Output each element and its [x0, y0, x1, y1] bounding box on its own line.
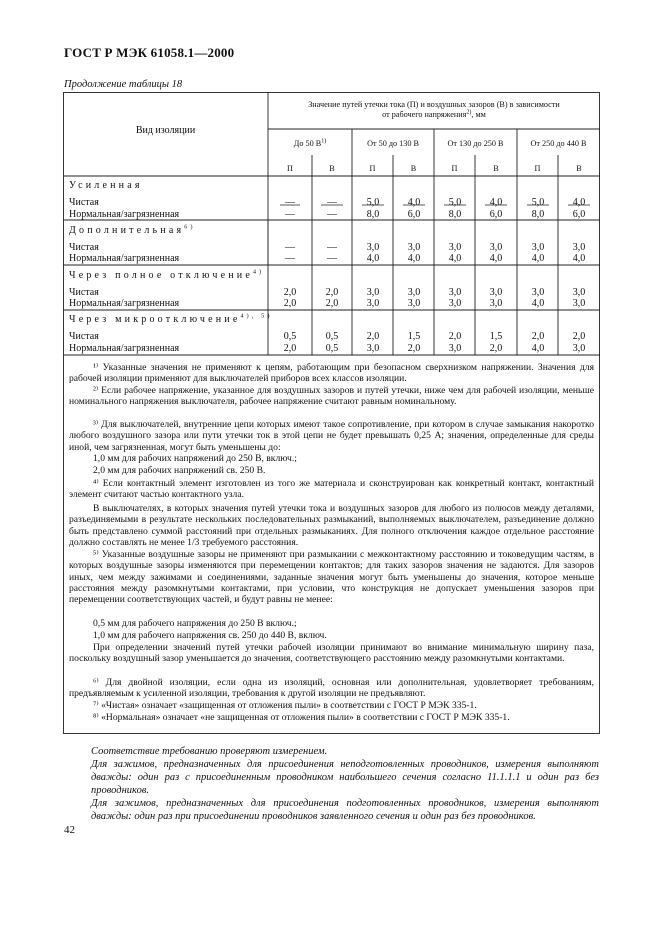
- subheader-p: П: [534, 164, 541, 173]
- table-cell: 2,0: [531, 331, 545, 342]
- table-cell: 4,0: [531, 343, 545, 354]
- footnote-5-item-b: 1,0 мм для рабочего напряжения св. 250 до 440 В, включ.: [93, 630, 327, 641]
- table-cell: 1,5: [407, 331, 421, 342]
- table-cell: 2,0: [407, 343, 421, 354]
- subheader-p: П: [451, 164, 458, 173]
- row-label-clean: Чистая: [69, 331, 99, 342]
- table-cell: 0,5: [325, 343, 339, 354]
- table-cell: 3,0: [572, 343, 586, 354]
- footnote-6: ⁶⁾ Для двойной изоляции, если одна из изоляций, основная или дополнительная, удовлетворяет требованиям, предъявляемым к усиленной изоляции, требования к другой изоляции не предъявляют.: [69, 677, 594, 700]
- table-cell: 3,0: [572, 287, 586, 298]
- table-cell: 1,5: [489, 331, 503, 342]
- row-label-normal: Нормальная/загрязненная: [69, 343, 180, 354]
- clearance-table: [63, 92, 600, 734]
- table-cell: —: [327, 209, 337, 220]
- table-cell: 4,0: [572, 197, 586, 208]
- table-cell: 8,0: [448, 209, 462, 220]
- subheader-b: В: [493, 164, 499, 173]
- subheader-b: В: [576, 164, 582, 173]
- table-cell: 5,0: [366, 197, 380, 208]
- table-cell: 4,0: [531, 298, 545, 309]
- table-cell: 6,0: [407, 209, 421, 220]
- table-cell: 5,0: [448, 197, 462, 208]
- group-title-reinforced: Усиленная: [69, 180, 143, 191]
- footnote-8: ⁸⁾ «Нормальная» означает «не защищенная от отложения пыли» в соответствии с ГОСТ Р МЭК 335-1.: [93, 712, 510, 723]
- table-cell: 4,0: [572, 253, 586, 264]
- table-cell: 3,0: [448, 287, 462, 298]
- range-header-2: От 50 до 130 В: [367, 139, 419, 148]
- table-cell: 3,0: [366, 343, 380, 354]
- footnote-3: ³⁾ Для выключателей, внутренние цепи которых имеют такое сопротивление, при котором в случае замыкания накоротко любого воздушного зазора или пути утечки ток в этой цепи не будет превышать 0,25 А; значения, определенные для среды иной, чем загрязненная, могут быть уменьшены до:: [69, 419, 594, 453]
- footnote-4-continued: В выключателях, в которых значения путей утечки тока и воздушных зазоров для любого из полюсов между деталями, разъединяемыми в результате нескольких последовательных размыканий, выполняемых выключателем, разъединение должно быть представлено суммой расстояний при отдельных размыканиях. Для полного отключения каждое отдельное расстояние должно составлять не менее 1/3 требуемого расстояния.: [69, 503, 594, 548]
- table-cell: 4,0: [489, 253, 503, 264]
- row-label-normal: Нормальная/загрязненная: [69, 209, 180, 220]
- table-cell: 4,0: [489, 197, 503, 208]
- table-cell: 2,0: [283, 287, 297, 298]
- table-cell: —: [285, 209, 295, 220]
- table-cell: 3,0: [448, 298, 462, 309]
- page-number: 42: [64, 824, 75, 836]
- table-cell: 3,0: [366, 242, 380, 253]
- table-cell: —: [285, 197, 295, 208]
- group-title-micro-disconnection: Через микроотключение$^{4), 5)}$: [69, 313, 273, 325]
- group-title-supplementary: Дополнительная$^{6)}$: [69, 224, 196, 236]
- footnote-5: ⁵⁾ Указанные воздушные зазоры не применяют при размыкании с межконтактному расстоянию и токоведущим частям, в которых воздушные зазоры изменяются при перемещении контактов; для таких зазоров значения не задаются. Для зазоров иных, чем между зажимами и соединениями, заданные значения могут быть уменьшены до значения, которое меньше расстояния между разомкнутыми контактами, при условии, что конструкция не допускает уменьшения зазоров при перемещении соответствующих частей, и будут равны не менее:: [69, 549, 594, 606]
- insulation-type-header: Вид изоляции: [135, 125, 196, 136]
- voltage-header-line2: от рабочего напряжения$^{2)}$, мм: [382, 109, 486, 119]
- table-cell: 3,0: [531, 242, 545, 253]
- document-header: ГОСТ Р МЭК 61058.1—2000: [64, 45, 235, 60]
- table-cell: 0,5: [325, 331, 339, 342]
- footnote-3-item-b: 2,0 мм для рабочих напряжений св. 250 В.: [93, 465, 266, 476]
- table-continuation-label: Продолжение таблицы 18: [64, 79, 183, 90]
- table-cell: 3,0: [448, 343, 462, 354]
- table-cell: 2,0: [325, 298, 339, 309]
- table-cell: 2,0: [489, 343, 503, 354]
- table-cell: 3,0: [489, 287, 503, 298]
- table-cell: 4,0: [366, 253, 380, 264]
- subheader-p: П: [287, 164, 293, 173]
- footnote-4: ⁴⁾ Если контактный элемент изготовлен из того же материала и сконструирован как конкретный контакт, контактный элемент считают частью контактного узла.: [69, 478, 594, 501]
- body-paragraph-1: Соответствие требованию проверяют измерением.: [91, 746, 328, 757]
- row-label-clean: Чистая: [69, 197, 99, 208]
- table-cell: 3,0: [407, 287, 421, 298]
- subheader-b: В: [329, 164, 335, 173]
- footnote-2: ²⁾ Если рабочее напряжение, указанное для воздушных зазоров и путей утечки, ниже чем для рабочей изоляции, меньше номинального напряжения выключателя, рабочее напряжение считают равным номинальному.: [69, 385, 594, 408]
- footnote-5-continued: При определении значений путей утечки рабочей изоляции принимают во внимание минимальную ширину паза, поскольку воздушный зазор уменьшается до значения, соответствующего расстоянию между разомкнутыми контактами.: [69, 642, 594, 665]
- footnote-1: ¹⁾ Указанные значения не применяют к цепям, работающим при безопасном сверхнизком напряжении. Значения для рабочей изоляции применяют для выключателей приборов всех классов изоляции.: [69, 362, 594, 385]
- table-cell: —: [327, 197, 337, 208]
- table-cell: —: [327, 242, 337, 253]
- table-cell: —: [327, 253, 337, 264]
- table-cell: 3,0: [448, 242, 462, 253]
- row-label-normal: Нормальная/загрязненная: [69, 253, 180, 264]
- row-label-clean: Чистая: [69, 287, 99, 298]
- range-header-1: До 50 $В^{1)}$: [293, 138, 327, 148]
- table-cell: 8,0: [531, 209, 545, 220]
- subheader-b: В: [410, 164, 417, 173]
- table-cell: 4,0: [407, 197, 421, 208]
- body-paragraph-3: Для зажимов, предназначенных для присоединения подготовленных проводников, измерения выполняют дважды: один раз при присоединении проводников заявленного сечения и один раз без проводников.: [91, 798, 599, 822]
- table-cell: 3,0: [489, 298, 503, 309]
- voltage-header-line1: Значение путей утечки тока (П) и воздушных зазоров (В) в зависимости: [308, 100, 560, 109]
- group-title-full-disconnection: Через полное отключение$^{4)}$: [69, 269, 265, 281]
- table-cell: 4,0: [531, 253, 545, 264]
- table-cell: 3,0: [572, 242, 586, 253]
- subheader-p: П: [369, 164, 376, 173]
- row-label-normal: Нормальная/загрязненная: [69, 298, 180, 309]
- table-cell: 2,0: [283, 298, 297, 309]
- table-cell: 3,0: [407, 242, 421, 253]
- table-cell: 6,0: [489, 209, 503, 220]
- table-cell: —: [285, 242, 295, 253]
- table-cell: 6,0: [572, 209, 586, 220]
- range-header-4: От 250 до 440 В: [530, 139, 587, 148]
- table-cell: 2,0: [283, 343, 297, 354]
- table-cell: 2,0: [572, 331, 586, 342]
- table-cell: 4,0: [407, 253, 421, 264]
- row-label-clean: Чистая: [69, 242, 99, 253]
- table-cell: 2,0: [325, 287, 339, 298]
- footnote-7: ⁷⁾ «Чистая» означает «защищенная от отложения пыли» в соответствии с ГОСТ Р МЭК 335-1.: [93, 700, 477, 711]
- table-cell: 0,5: [283, 331, 297, 342]
- table-cell: 3,0: [407, 298, 421, 309]
- table-cell: 3,0: [489, 242, 503, 253]
- table-cell: 8,0: [366, 209, 380, 220]
- body-paragraph-2: Для зажимов, предназначенных для присоединения неподготовленных проводников, измерения выполняют дважды: один раз с присоединенным проводником наибольшего сечения согласно 11.1.1.1 и один раз без проводников.: [91, 759, 599, 796]
- table-cell: 3,0: [366, 287, 380, 298]
- footnote-3-item-a: 1,0 мм для рабочих напряжений до 250 В, включ.;: [93, 453, 297, 464]
- table-cell: 3,0: [572, 298, 586, 309]
- table-cell: 2,0: [366, 331, 380, 342]
- range-header-3: От 130 до 250 В: [447, 139, 504, 148]
- table-cell: 2,0: [448, 331, 462, 342]
- table-cell: 3,0: [531, 287, 545, 298]
- table-cell: 3,0: [366, 298, 380, 309]
- footnote-5-item-a: 0,5 мм для рабочего напряжения до 250 В включ.;: [93, 618, 297, 629]
- table-cell: 4,0: [448, 253, 462, 264]
- table-cell: —: [285, 253, 295, 264]
- table-cell: 5,0: [531, 197, 545, 208]
